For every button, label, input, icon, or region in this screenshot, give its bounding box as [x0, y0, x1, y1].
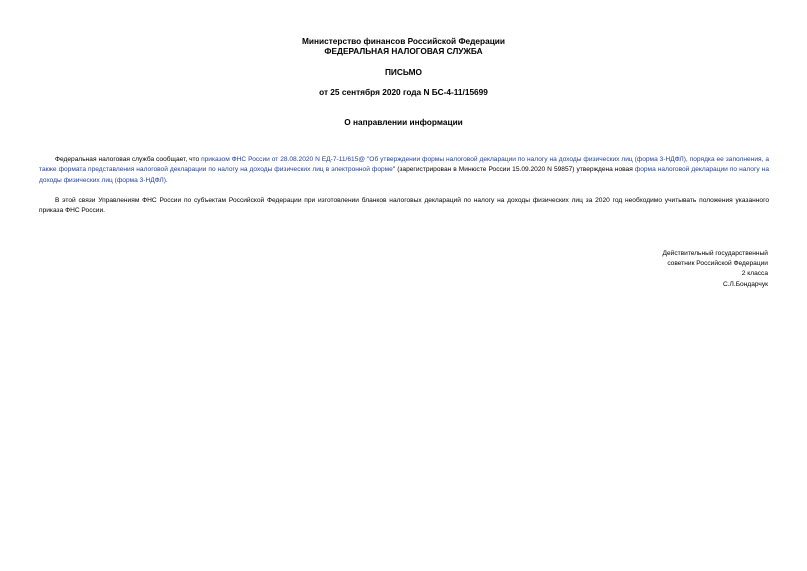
document-date-number: от 25 сентября 2020 года N БС-4-11/15699 [319, 87, 488, 97]
body-paragraph-1 [39, 155, 769, 186]
paragraph-text: " (зарегистрирован в Минюсте России 15.09.2020 N 59857) утверждена новая [392, 166, 635, 174]
document-type: ПИСЬМО [384, 67, 423, 77]
order-link[interactable]: приказом ФНС России от 28.08.2020 N ЕД-7-11/615@ "Об утверждении формы налоговой декларации по налогу на доходы физических лиц (форма 3-НДФЛ), порядка ее заполнения, а также формата представления налоговой декларации по налогу на доходы физических лиц в электронной форме [39, 156, 769, 174]
body-paragraph-2: В этой связи Управлениям ФНС России по субъектам Российской Федерации при изготовлении бланков налоговых деклараций по налогу на доходы физических лиц за 2020 год необходимо учитывать положения указанного приказа ФНС России. [39, 197, 769, 215]
document-subject: О направлении информации [344, 117, 463, 127]
declaration-form-link[interactable]: форма налоговой декларации по налогу на доходы физических лиц (форма 3-НДФЛ) [39, 166, 769, 184]
paragraph-text: . [165, 176, 168, 184]
signature-title-line-2: советник Российской Федерации [667, 260, 768, 268]
signature-block [663, 249, 769, 290]
ministry-title: Министерство финансов Российской Федерации [301, 36, 506, 46]
service-title: ФЕДЕРАЛЬНАЯ НАЛОГОВАЯ СЛУЖБА [324, 46, 483, 56]
signature-class: 2 класса [741, 270, 768, 278]
signature-title-line-1: Действительный государственный [662, 250, 768, 257]
signatory-name: С.Л.Бондарчук [722, 280, 768, 288]
paragraph-text: Федеральная налоговая служба сообщает, что [55, 156, 202, 163]
